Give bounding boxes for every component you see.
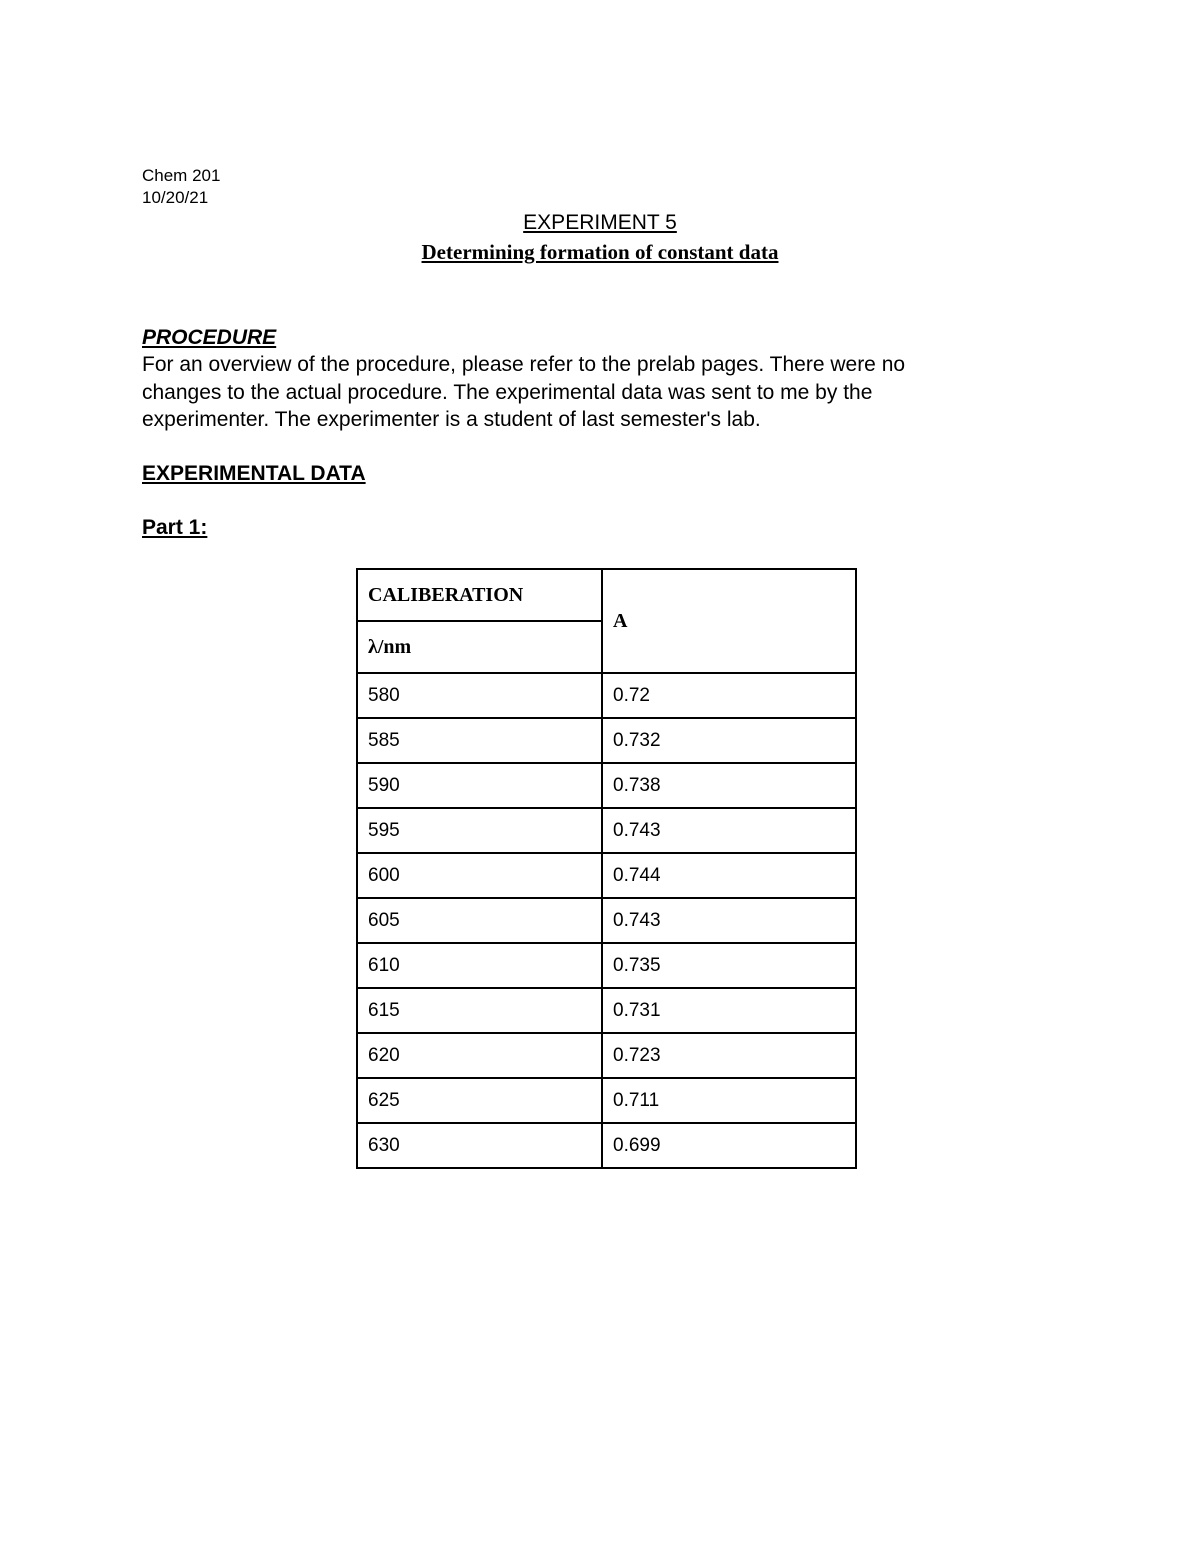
- wavelength-cell: 630: [357, 1123, 602, 1168]
- table-row: [357, 853, 856, 898]
- procedure-paragraph: [142, 351, 1042, 434]
- absorbance-cell: 0.744: [602, 853, 856, 898]
- wavelength-cell: 595: [357, 808, 602, 853]
- calibration-caption-cell: CALIBERATION: [357, 569, 602, 621]
- experiment-subtitle: Determining formation of constant data: [421, 240, 779, 264]
- table-row: [357, 673, 856, 718]
- absorbance-cell: 0.735: [602, 943, 856, 988]
- absorbance-cell: 0.731: [602, 988, 856, 1033]
- absorbance-cell: 0.711: [602, 1078, 856, 1123]
- absorbance-cell: 0.743: [602, 898, 856, 943]
- wavelength-cell: 615: [357, 988, 602, 1033]
- table-row: [357, 898, 856, 943]
- absorbance-cell: 0.723: [602, 1033, 856, 1078]
- part-1-heading: Part 1:: [142, 516, 208, 539]
- wavelength-header-cell: λ/nm: [357, 621, 602, 673]
- experimental-data-heading: EXPERIMENTAL DATA: [142, 462, 366, 485]
- wavelength-cell: 600: [357, 853, 602, 898]
- absorbance-header-cell: A: [602, 569, 856, 673]
- wavelength-cell: 605: [357, 898, 602, 943]
- table-row: [357, 1033, 856, 1078]
- wavelength-cell: 620: [357, 1033, 602, 1078]
- absorbance-cell: 0.72: [602, 673, 856, 718]
- experiment-title: EXPERIMENT 5: [523, 211, 677, 234]
- procedure-line: changes to the actual procedure. The experimental data was sent to me by the: [142, 380, 873, 404]
- table-row: [357, 763, 856, 808]
- absorbance-cell: 0.743: [602, 808, 856, 853]
- wavelength-cell: 625: [357, 1078, 602, 1123]
- procedure-line: For an overview of the procedure, please refer to the prelab pages. There were no: [142, 353, 906, 376]
- table-row: [357, 718, 856, 763]
- table-header-row: [357, 569, 856, 621]
- wavelength-cell: 580: [357, 673, 602, 718]
- absorbance-cell: 0.732: [602, 718, 856, 763]
- table-row: [357, 1123, 856, 1168]
- wavelength-cell: 585: [357, 718, 602, 763]
- table-row: [357, 943, 856, 988]
- table-row: [357, 988, 856, 1033]
- procedure-line: experimenter. The experimenter is a student of last semester's lab.: [142, 408, 761, 431]
- absorbance-cell: 0.738: [602, 763, 856, 808]
- procedure-heading: PROCEDURE: [142, 326, 277, 349]
- course-label: Chem 201: [142, 166, 221, 185]
- date-label: 10/20/21: [142, 188, 209, 207]
- calibration-table: [356, 568, 857, 1169]
- wavelength-cell: 610: [357, 943, 602, 988]
- table-row: [357, 808, 856, 853]
- absorbance-cell: 0.699: [602, 1123, 856, 1168]
- table-row: [357, 1078, 856, 1123]
- wavelength-cell: 590: [357, 763, 602, 808]
